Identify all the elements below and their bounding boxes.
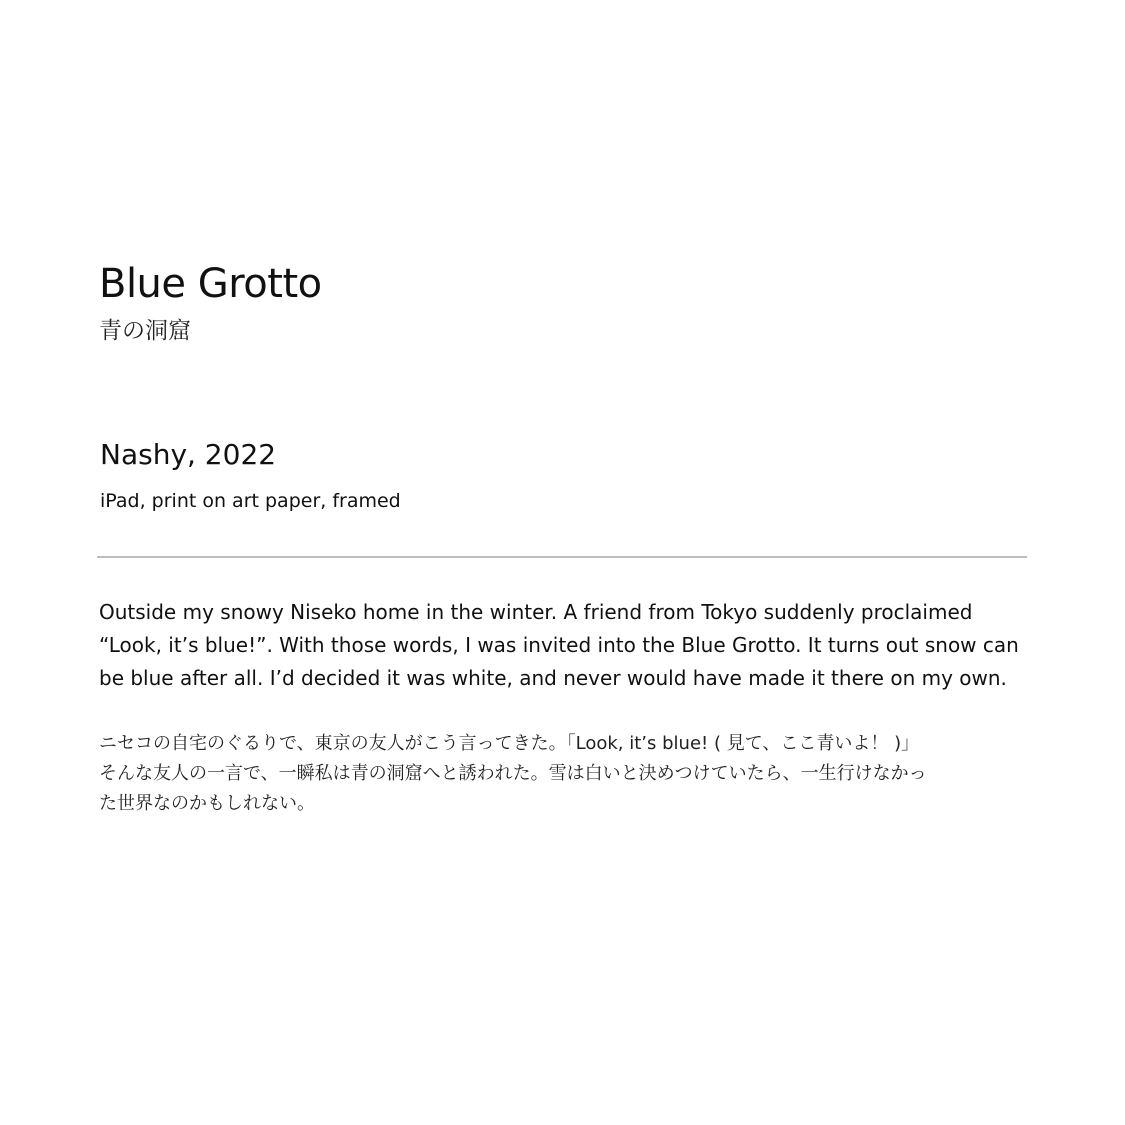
description-english bbox=[99, 596, 1027, 695]
section-divider bbox=[97, 556, 1027, 558]
description-english-line: “Look, it’s blue!”. With those words, I was invited into the Blue Grotto. It turns out snow can bbox=[99, 633, 1019, 657]
description-japanese-line: ニセコの自宅のぐるりで、東京の友人がこう言ってきた。「Look, it’s blue! ( 見て、ここ青いよ！ )」 bbox=[99, 733, 920, 754]
description-japanese-line: そんな友人の一言で、一瞬私は青の洞窟へと誘われた。雪は白いと決めつけていたら、一生行けなかっ bbox=[99, 763, 927, 784]
artwork-title-japanese: 青の洞窟 bbox=[99, 318, 191, 344]
artwork-medium: iPad, print on art paper, framed bbox=[100, 490, 401, 512]
description-english-line: be blue after all. I’d decided it was white, and never would have made it there on my own. bbox=[99, 666, 1007, 690]
artwork-title: Blue Grotto bbox=[99, 261, 322, 307]
description-japanese-line: た世界なのかもしれない。 bbox=[99, 793, 315, 814]
artist-and-year: Nashy, 2022 bbox=[100, 438, 277, 471]
description-english-line: Outside my snowy Niseko home in the winter. A friend from Tokyo suddenly proclaimed bbox=[99, 600, 973, 624]
description-japanese bbox=[99, 729, 1027, 819]
